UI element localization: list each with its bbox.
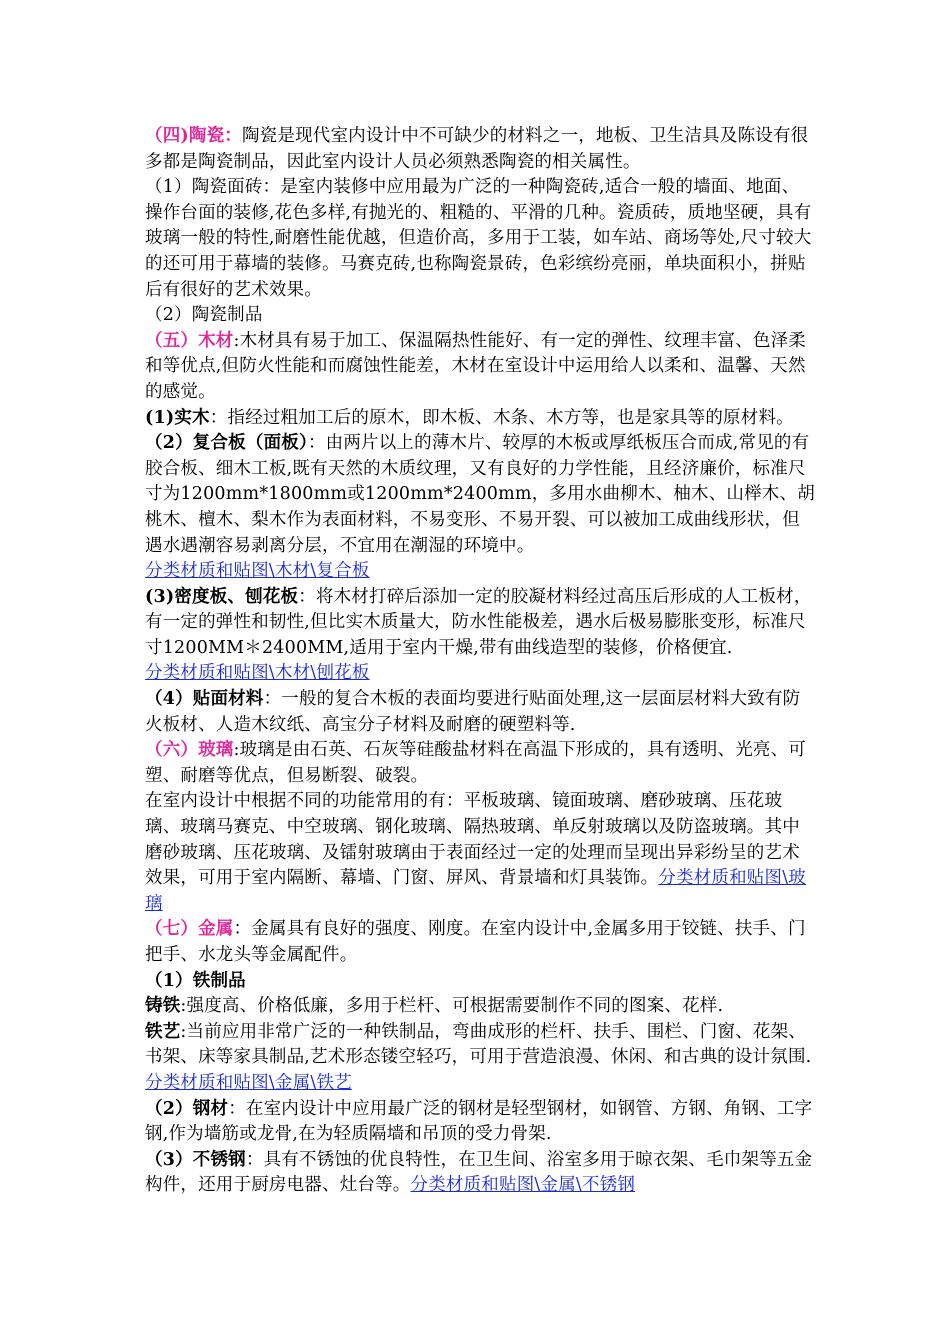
ceramic-tiles-paragraph: （1）陶瓷面砖：是室内装修中应用最为广泛的一种陶瓷砖,适合一般的墙面、地面、操作台面的装修,花色多样,有抛光的、粗糙的、平滑的几种。瓷质砖，质地坚硬，具有玻璃一般的特性,耐磨性能优越，但造价高，多用于工装，如车站、商场等处,尺寸较大的还可用于幕墙的装修。马赛克砖,也称陶瓷景砖，色彩缤纷亮丽，单块面积小，拼贴后有很好的艺术效果。: [145, 177, 812, 300]
stainless-steel-link[interactable]: 分类材质和贴图\金属\不锈钢: [410, 1175, 636, 1196]
stainless-steel-paragraph: [145, 1148, 815, 1199]
paragraph-text: ：在室内设计中应用最广泛的钢材是轻型钢材，如钢管、方钢、角钢、工字钢,作为墙筋或龙骨,在为轻质隔墙和吊顶的受力骨架.: [145, 1098, 813, 1145]
particle-board-link-line: [145, 661, 815, 687]
section-ceramics-intro: [145, 124, 815, 175]
item-label: 铁艺: [145, 1021, 181, 1042]
wrought-iron-paragraph: [145, 1020, 815, 1097]
paragraph-text: ：指经过粗加工后的原木，即木板、木条、木方等，也是家具等的原材料。: [209, 407, 794, 428]
paragraph-text: ：金属具有良好的强度、刚度。在室内设计中,金属多用于铰链、扶手、门把手、水龙头等金属配件。: [145, 919, 806, 965]
particle-board-link[interactable]: 分类材质和贴图\木材\刨花板: [145, 663, 370, 684]
glass-link[interactable]: 分类材质和贴图\玻璃: [145, 868, 807, 914]
section-heading-ceramics: （四)陶瓷：: [145, 126, 242, 146]
steel-paragraph: [145, 1097, 815, 1148]
paragraph-text: :当前应用非常广泛的一种铁制品，弯曲成形的栏杆、扶手、围栏、门窗、花架、书架、床等家具制品,艺术形态镂空轻巧，可用于营造浪漫、休闲、和古典的设计氛围.: [145, 1021, 812, 1068]
section-heading-metal: （七）金属: [145, 919, 234, 940]
paragraph-text: ：具有不锈蚀的优良特性，在卫生间、浴室多用于晾衣架、毛巾架等五金构件，还用于厨房电器、灶台等。: [145, 1149, 813, 1196]
glass-types-paragraph: [145, 789, 815, 917]
density-board-paragraph: [145, 585, 815, 662]
item-label: （3）不锈钢: [145, 1149, 246, 1170]
paragraph-text: ：由两片以上的薄木片、较厚的木板或厚纸板压合而成,常见的有胶合板、细木工板,既有天然的木质纹理，又有良好的力学性能，且经济廉价，标准尺寸为1200mm*1800mm或1200mm*2400mm，多用水曲柳木、柚木、山榉木、胡桃木、檀木、梨木作为表面材料，不易变形、不易开裂、可以被加工成曲线形状，但遇水遇潮容易剥离分层，不宜用在潮湿的环境中。: [145, 433, 815, 556]
section-glass-intro: [145, 738, 815, 789]
section-metal-intro: [145, 917, 815, 968]
iron-products-item: （1）铁制品: [145, 970, 246, 991]
paragraph-text: ：将木材打碎后添加一定的胶凝材料经过高压后形成的人工板材，有一定的弹性和韧性,但比实木质量大，防水性能极差，遇水后极易膨胀变形，标准尺寸1200MM＊2400MM,适用于室内干燥,带有曲线造型的装修，价格便宜.: [145, 586, 812, 658]
item-label: （4）贴面材料: [145, 689, 264, 710]
item-label: (1)实木: [145, 407, 210, 428]
section-heading-glass: （六）玻璃: [145, 740, 234, 761]
section-wood-intro: [145, 329, 815, 406]
paragraph-text: :强度高、价格低廉，多用于栏杆、可根据需要制作不同的图案、花样.: [180, 996, 724, 1017]
composite-board-link[interactable]: 分类材质和贴图\木材\复合板: [145, 561, 370, 582]
composite-board-paragraph: [145, 431, 815, 559]
composite-board-link-line: [145, 559, 815, 585]
paragraph-text: :木材具有易于加工、保温隔热性能好、有一定的弹性、纹理丰富、色泽柔和等优点,但防火性能和而腐蚀性能差，木材在室设计中运用给人以柔和、温馨、天然的感觉。: [145, 330, 806, 402]
document-body: [145, 124, 815, 1199]
cast-iron-paragraph: [145, 994, 815, 1020]
solid-wood-paragraph: [145, 406, 815, 432]
item-label: （2）复合板（面板）: [145, 433, 308, 454]
ceramic-products-item: （2）陶瓷制品: [145, 305, 263, 326]
veneer-paragraph: [145, 687, 815, 738]
item-label: (3)密度板、刨花板: [145, 586, 299, 607]
wrought-iron-link[interactable]: 分类材质和贴图\金属\铁艺: [145, 1072, 352, 1093]
paragraph-text: 陶瓷是现代室内设计中不可缺少的材料之一，地板、卫生洁具及陈设有很多都是陶瓷制品，因此室内设计人员必须熟悉陶瓷的相关属性。: [145, 126, 809, 172]
paragraph-text: 在室内设计中根据不同的功能常用的有：平板玻璃、镜面玻璃、磨砂玻璃、压花玻璃、玻璃马赛克、中空玻璃、钢化玻璃、隔热玻璃、单反射玻璃以及防盗玻璃。其中磨砂玻璃、压花玻璃、及镭射玻璃由于表面经过一定的处理而呈现出异彩纷呈的艺术效果，可用于室内隔断、幕墙、门窗、屏风、背景墙和灯具装饰。: [145, 791, 800, 889]
section-heading-wood: （五）木材: [145, 330, 234, 351]
paragraph-text: ：一般的复合木板的表面均要进行贴面处理,这一层面层材料大致有防火板材、人造木纹纸、高宝分子材料及耐磨的硬塑料等.: [145, 689, 801, 735]
item-label: （2）钢材: [145, 1098, 229, 1119]
item-label: 铸铁: [145, 996, 181, 1017]
paragraph-text: :玻璃是由石英、石灰等硅酸盐材料在高温下形成的，具有透明、光亮、可塑、耐磨等优点，但易断裂、破裂。: [145, 740, 806, 786]
